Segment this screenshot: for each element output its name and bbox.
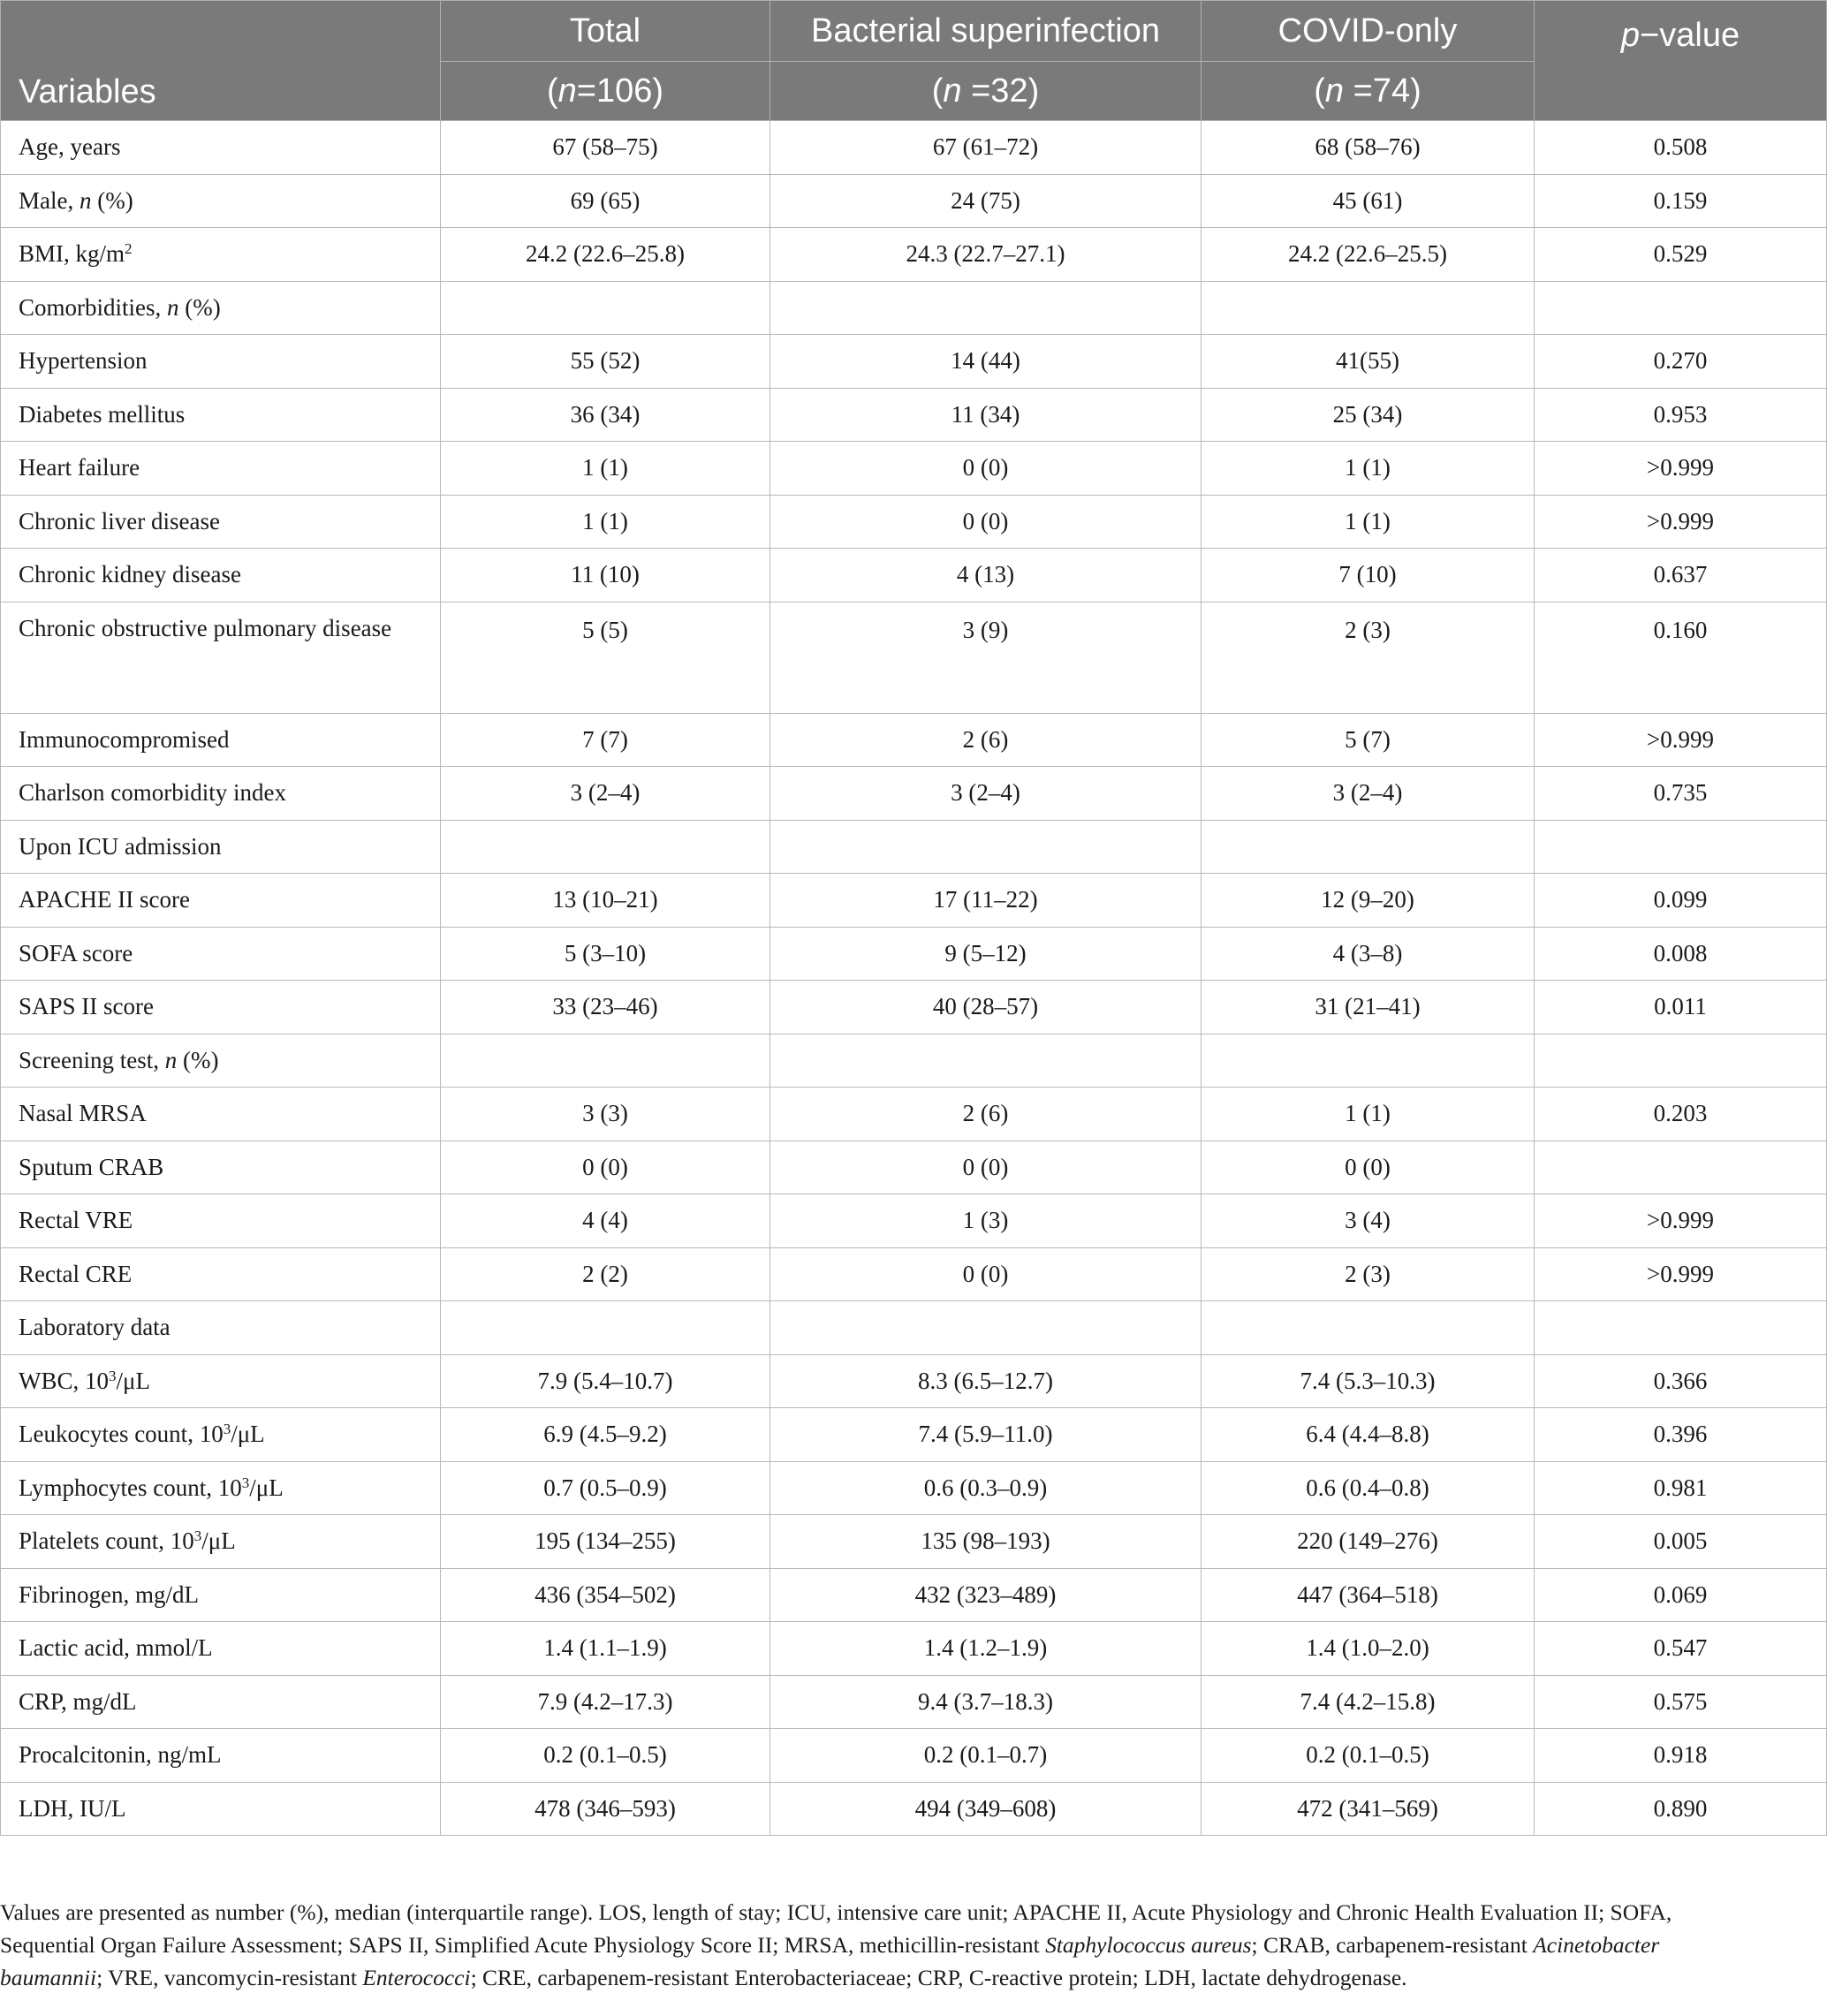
- cell-bacterial: 432 (323–489): [770, 1568, 1202, 1622]
- cell-bacterial: [770, 1301, 1202, 1355]
- cell-total: 67 (58–75): [441, 121, 770, 175]
- cell-total: 1.4 (1.1–1.9): [441, 1622, 770, 1676]
- header-bacterial-n: (n =32): [770, 62, 1202, 121]
- cell-p-value: 0.159: [1535, 174, 1827, 228]
- cell-bacterial: 0.2 (0.1–0.7): [770, 1729, 1202, 1783]
- table-row: [1, 549, 1827, 603]
- cell-p-value: 0.099: [1535, 874, 1827, 928]
- row-label: LDH, IU/L: [1, 1782, 441, 1836]
- table-row: [1, 281, 1827, 335]
- cell-bacterial: 24.3 (22.7–27.1): [770, 228, 1202, 282]
- cell-p-value: 0.160: [1535, 602, 1827, 713]
- cell-covid-only: 3 (2–4): [1202, 767, 1535, 821]
- cell-p-value: 0.529: [1535, 228, 1827, 282]
- row-label: Fibrinogen, mg/dL: [1, 1568, 441, 1622]
- cell-covid-only: 4 (3–8): [1202, 927, 1535, 981]
- header-p-value: [1535, 1, 1827, 121]
- cell-p-value: [1535, 1034, 1827, 1088]
- cell-covid-only: 24.2 (22.6–25.5): [1202, 228, 1535, 282]
- cell-bacterial: 135 (98–193): [770, 1515, 1202, 1569]
- row-label: Chronic obstructive pulmonary disease: [1, 602, 441, 713]
- cell-total: [441, 820, 770, 874]
- header-variables: Variables: [1, 1, 441, 121]
- cell-total: 436 (354–502): [441, 1568, 770, 1622]
- table-row: [1, 228, 1827, 282]
- cell-total: 7 (7): [441, 713, 770, 767]
- cell-p-value: 0.890: [1535, 1782, 1827, 1836]
- cell-total: [441, 1301, 770, 1355]
- cell-total: 6.9 (4.5–9.2): [441, 1408, 770, 1462]
- header-total-n: (n=106): [441, 62, 770, 121]
- table-row: [1, 713, 1827, 767]
- cell-bacterial: 11 (34): [770, 388, 1202, 442]
- table-row: [1, 335, 1827, 389]
- cell-covid-only: 1 (1): [1202, 1088, 1535, 1141]
- cell-p-value: 0.069: [1535, 1568, 1827, 1622]
- row-label: Leukocytes count, $10^3/\mu L$: [1, 1408, 441, 1462]
- table-row: [1, 495, 1827, 549]
- cell-p-value: 0.547: [1535, 1622, 1827, 1676]
- cell-covid-only: 3 (4): [1202, 1194, 1535, 1248]
- cell-total: 2 (2): [441, 1247, 770, 1301]
- cell-covid-only: 1 (1): [1202, 495, 1535, 549]
- cell-covid-only: 45 (61): [1202, 174, 1535, 228]
- table-row: [1, 1088, 1827, 1141]
- cell-bacterial: 1 (3): [770, 1194, 1202, 1248]
- table-row: [1, 1247, 1827, 1301]
- cell-total: [441, 281, 770, 335]
- cell-covid-only: 220 (149–276): [1202, 1515, 1535, 1569]
- cell-bacterial: [770, 820, 1202, 874]
- cell-total: [441, 1034, 770, 1088]
- cell-total: 0 (0): [441, 1141, 770, 1194]
- table-row: [1, 602, 1827, 713]
- cell-p-value: [1535, 1141, 1827, 1194]
- cell-covid-only: 472 (341–569): [1202, 1782, 1535, 1836]
- cell-bacterial: 0 (0): [770, 495, 1202, 549]
- cell-bacterial: 0 (0): [770, 1141, 1202, 1194]
- cell-covid-only: 68 (58–76): [1202, 121, 1535, 175]
- cell-bacterial: 2 (6): [770, 713, 1202, 767]
- cell-p-value: 0.396: [1535, 1408, 1827, 1462]
- cell-total: 24.2 (22.6–25.8): [441, 228, 770, 282]
- table-row: [1, 1729, 1827, 1783]
- row-label: Immunocompromised: [1, 713, 441, 767]
- cell-bacterial: 7.4 (5.9–11.0): [770, 1408, 1202, 1462]
- cell-covid-only: 0 (0): [1202, 1141, 1535, 1194]
- table-row: [1, 388, 1827, 442]
- cell-p-value: 0.011: [1535, 981, 1827, 1035]
- row-label: Upon ICU admission: [1, 820, 441, 874]
- cell-total: 3 (3): [441, 1088, 770, 1141]
- cell-bacterial: 2 (6): [770, 1088, 1202, 1141]
- cell-covid-only: 7.4 (4.2–15.8): [1202, 1675, 1535, 1729]
- cell-bacterial: 0 (0): [770, 1247, 1202, 1301]
- table-row: [1, 767, 1827, 821]
- cell-covid-only: [1202, 281, 1535, 335]
- row-label: Charlson comorbidity index: [1, 767, 441, 821]
- cell-p-value: 0.735: [1535, 767, 1827, 821]
- cell-bacterial: 9.4 (3.7–18.3): [770, 1675, 1202, 1729]
- row-label: Male, n (%): [1, 174, 441, 228]
- cell-bacterial: [770, 1034, 1202, 1088]
- cell-bacterial: 494 (349–608): [770, 1782, 1202, 1836]
- table-row: [1, 1034, 1827, 1088]
- table-footnote: Values are presented as number (%), median (interquartile range). LOS, length of stay; ICU, intensive care unit; APACHE II, Acute Physiology and Chronic Health Evaluation II; SOFA, Sequential Organ Failure Assessment; SAPS II, Simplified Acute Physiology Score II; MRSA, methicillin-resistant Staphylococcus aureus; CRAB, carbapenem-resistant Acinetobacter baumannii; VRE, vancomycin-resistant Enterococci; CRE, carbapenem-resistant Enterobacteriaceae; CRP, C-reactive protein; LDH, lactate dehydrogenase.: [0, 1899, 1672, 1990]
- cell-p-value: 0.981: [1535, 1461, 1827, 1515]
- table-row: [1, 442, 1827, 496]
- cell-p-value: >0.999: [1535, 713, 1827, 767]
- cell-covid-only: 25 (34): [1202, 388, 1535, 442]
- cell-covid-only: 7 (10): [1202, 549, 1535, 603]
- row-label: SAPS II score: [1, 981, 441, 1035]
- cell-covid-only: 5 (7): [1202, 713, 1535, 767]
- cell-p-value: 0.005: [1535, 1515, 1827, 1569]
- cell-covid-only: 41(55): [1202, 335, 1535, 389]
- cell-covid-only: 12 (9–20): [1202, 874, 1535, 928]
- cell-bacterial: 8.3 (6.5–12.7): [770, 1354, 1202, 1408]
- cell-bacterial: 17 (11–22): [770, 874, 1202, 928]
- cell-bacterial: 1.4 (1.2–1.9): [770, 1622, 1202, 1676]
- cell-total: 1 (1): [441, 442, 770, 496]
- cell-covid-only: 1 (1): [1202, 442, 1535, 496]
- table-body: [1, 121, 1827, 1836]
- cell-covid-only: 0.2 (0.1–0.5): [1202, 1729, 1535, 1783]
- p-symbol: p: [1620, 17, 1641, 54]
- cell-covid-only: 7.4 (5.3–10.3): [1202, 1354, 1535, 1408]
- row-label: Screening test, n (%): [1, 1034, 441, 1088]
- cell-total: 36 (34): [441, 388, 770, 442]
- row-label: CRP, mg/dL: [1, 1675, 441, 1729]
- row-label: Comorbidities, n (%): [1, 281, 441, 335]
- row-label: Platelets count, $10^3/\mu L$: [1, 1515, 441, 1569]
- cell-total: 5 (5): [441, 602, 770, 713]
- table-row: [1, 121, 1827, 175]
- cell-covid-only: 447 (364–518): [1202, 1568, 1535, 1622]
- table-row: [1, 1194, 1827, 1248]
- cell-p-value: 0.508: [1535, 121, 1827, 175]
- cell-covid-only: 2 (3): [1202, 1247, 1535, 1301]
- row-label: Rectal CRE: [1, 1247, 441, 1301]
- cell-total: 7.9 (4.2–17.3): [441, 1675, 770, 1729]
- cell-total: 69 (65): [441, 174, 770, 228]
- cell-bacterial: [770, 281, 1202, 335]
- row-label: Lymphocytes count, $10^3/\mu L$: [1, 1461, 441, 1515]
- row-label: WBC, $10^3/\mu L$: [1, 1354, 441, 1408]
- cell-bacterial: 40 (28–57): [770, 981, 1202, 1035]
- header-bacterial-superinfection: Bacterial superinfection: [770, 1, 1202, 62]
- row-label: Chronic liver disease: [1, 495, 441, 549]
- cell-total: 478 (346–593): [441, 1782, 770, 1836]
- cell-total: 0.7 (0.5–0.9): [441, 1461, 770, 1515]
- cell-p-value: >0.999: [1535, 1247, 1827, 1301]
- row-label: Lactic acid, mmol/L: [1, 1622, 441, 1676]
- cell-bacterial: 9 (5–12): [770, 927, 1202, 981]
- row-label: Heart failure: [1, 442, 441, 496]
- table-row: [1, 1515, 1827, 1569]
- row-label: Rectal VRE: [1, 1194, 441, 1248]
- table-row: [1, 1354, 1827, 1408]
- cell-p-value: 0.270: [1535, 335, 1827, 389]
- cell-covid-only: 2 (3): [1202, 602, 1535, 713]
- table-header: [1, 1, 1827, 121]
- cell-total: 11 (10): [441, 549, 770, 603]
- cell-p-value: 0.637: [1535, 549, 1827, 603]
- cell-p-value: >0.999: [1535, 442, 1827, 496]
- table-row: [1, 1568, 1827, 1622]
- cell-total: 1 (1): [441, 495, 770, 549]
- cell-covid-only: [1202, 820, 1535, 874]
- cell-total: 0.2 (0.1–0.5): [441, 1729, 770, 1783]
- cell-total: 5 (3–10): [441, 927, 770, 981]
- header-total: Total: [441, 1, 770, 62]
- row-label: Age, years: [1, 121, 441, 175]
- cell-p-value: 0.203: [1535, 1088, 1827, 1141]
- cell-bacterial: 24 (75): [770, 174, 1202, 228]
- cell-total: 7.9 (5.4–10.7): [441, 1354, 770, 1408]
- cell-covid-only: 31 (21–41): [1202, 981, 1535, 1035]
- row-label: Laboratory data: [1, 1301, 441, 1355]
- cell-p-value: 0.366: [1535, 1354, 1827, 1408]
- table-row: [1, 927, 1827, 981]
- table-row: [1, 981, 1827, 1035]
- cell-total: 3 (2–4): [441, 767, 770, 821]
- table-row: [1, 174, 1827, 228]
- cell-bacterial: 3 (9): [770, 602, 1202, 713]
- row-label: Diabetes mellitus: [1, 388, 441, 442]
- cell-covid-only: [1202, 1301, 1535, 1355]
- cell-total: 195 (134–255): [441, 1515, 770, 1569]
- row-label: APACHE II score: [1, 874, 441, 928]
- table-row: [1, 1408, 1827, 1462]
- cell-p-value: 0.953: [1535, 388, 1827, 442]
- row-label: BMI, $kg/m^2$: [1, 228, 441, 282]
- table-row: [1, 1675, 1827, 1729]
- cell-p-value: [1535, 820, 1827, 874]
- row-label: Hypertension: [1, 335, 441, 389]
- cell-p-value: 0.575: [1535, 1675, 1827, 1729]
- table-row: [1, 1301, 1827, 1355]
- cell-bacterial: 0.6 (0.3–0.9): [770, 1461, 1202, 1515]
- cell-bacterial: 14 (44): [770, 335, 1202, 389]
- table-row: [1, 820, 1827, 874]
- row-label: Chronic kidney disease: [1, 549, 441, 603]
- cell-bacterial: 4 (13): [770, 549, 1202, 603]
- cell-total: 13 (10–21): [441, 874, 770, 928]
- cell-bacterial: 0 (0): [770, 442, 1202, 496]
- cell-total: 33 (23–46): [441, 981, 770, 1035]
- header-covid-n: (n =74): [1202, 62, 1535, 121]
- cell-p-value: [1535, 1301, 1827, 1355]
- header-covid-only: COVID-only: [1202, 1, 1535, 62]
- cell-covid-only: 0.6 (0.4–0.8): [1202, 1461, 1535, 1515]
- cell-covid-only: [1202, 1034, 1535, 1088]
- cell-p-value: >0.999: [1535, 1194, 1827, 1248]
- cell-covid-only: 6.4 (4.4–8.8): [1202, 1408, 1535, 1462]
- cell-p-value: >0.999: [1535, 495, 1827, 549]
- table-row: [1, 1782, 1827, 1836]
- row-label: Nasal MRSA: [1, 1088, 441, 1141]
- table-row: [1, 1141, 1827, 1194]
- row-label: Procalcitonin, ng/mL: [1, 1729, 441, 1783]
- table-row: [1, 1622, 1827, 1676]
- cell-total: 55 (52): [441, 335, 770, 389]
- row-label: Sputum CRAB: [1, 1141, 441, 1194]
- cell-p-value: 0.918: [1535, 1729, 1827, 1783]
- cell-bacterial: 3 (2–4): [770, 767, 1202, 821]
- table-row: [1, 1461, 1827, 1515]
- cell-total: 4 (4): [441, 1194, 770, 1248]
- cell-p-value: 0.008: [1535, 927, 1827, 981]
- cell-covid-only: 1.4 (1.0–2.0): [1202, 1622, 1535, 1676]
- cell-bacterial: 67 (61–72): [770, 121, 1202, 175]
- table-row: [1, 874, 1827, 928]
- cell-p-value: [1535, 281, 1827, 335]
- p-value-suffix: −value: [1640, 17, 1740, 54]
- row-label: SOFA score: [1, 927, 441, 981]
